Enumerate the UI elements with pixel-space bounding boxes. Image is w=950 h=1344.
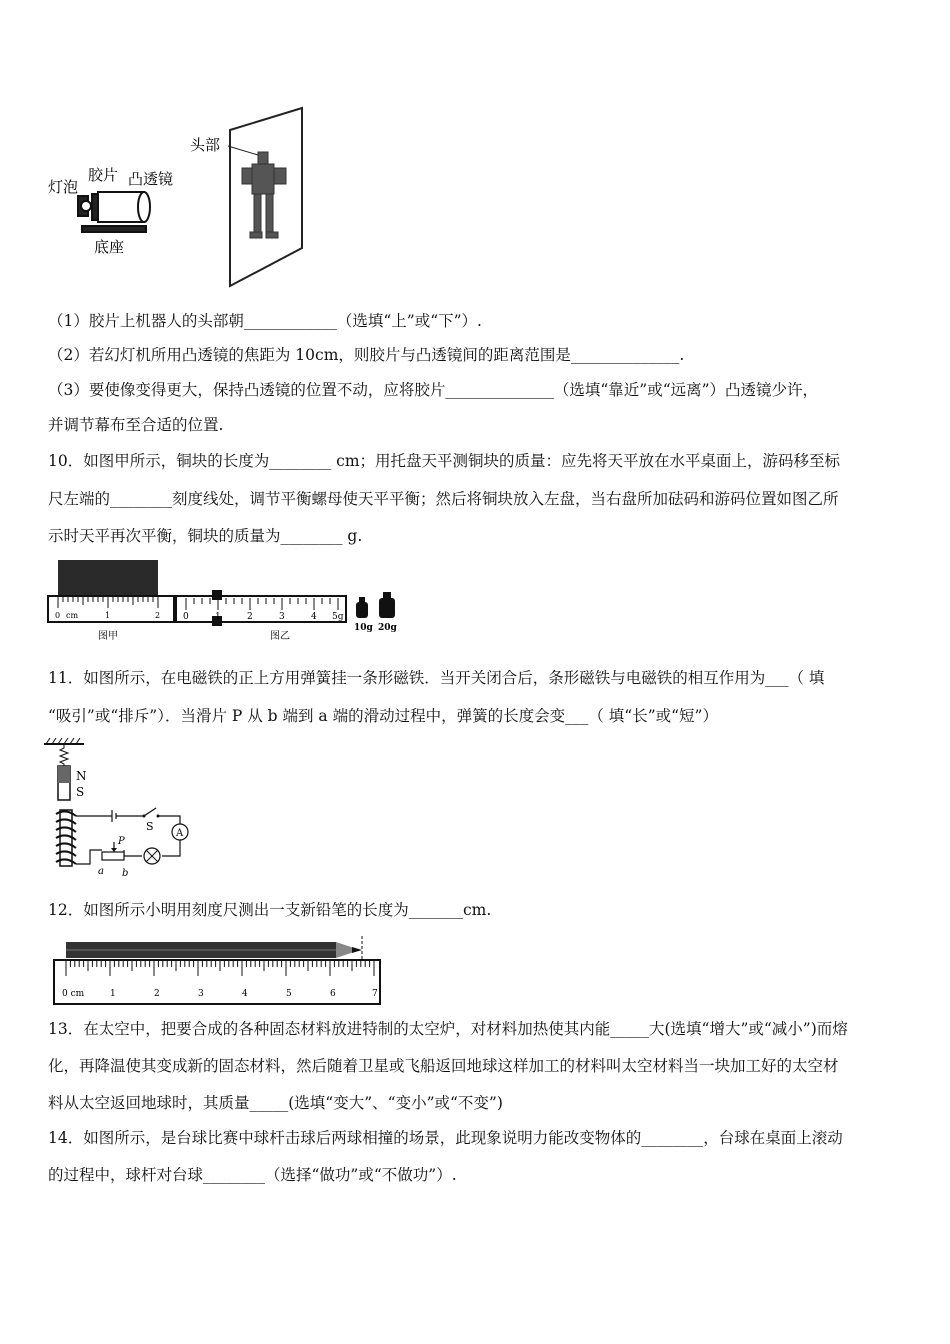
rider-top [212, 590, 222, 600]
ruler-a [48, 596, 174, 622]
spring [60, 744, 68, 766]
projector-body [78, 192, 150, 232]
q9-line-1: （1）胶片上机器人的头部朝____________（选填“上”或“下”）. [48, 312, 482, 330]
ruler-label-6: 6 [330, 989, 336, 999]
ruler-a-label-1: 1 [105, 611, 111, 620]
scale-label-1: 1 [215, 612, 221, 622]
ruler-label-4: 4 [242, 989, 248, 999]
rheostat [102, 852, 124, 860]
q10-line-3: 示时天平再次平衡，铜块的质量为________ g. [48, 527, 363, 545]
caption-a: 图甲 [98, 631, 118, 642]
pencil [66, 942, 362, 958]
ruler-a-label-2: 2 [155, 611, 161, 620]
q11-line-2: “吸引”或“排斥”）．当滑片 P 从 b 端到 a 端的滑动过程中，弹簧的长度会变___（ 填“长”或“短”） [48, 707, 718, 725]
scale-label-4: 4 [311, 612, 317, 622]
ruler-label-1: 1 [110, 989, 116, 999]
ruler-label-2: 2 [154, 989, 160, 999]
pencil-ruler-figure [50, 932, 390, 1008]
q11-line-1: 11．如图所示，在电磁铁的正上方用弹簧挂一条形磁铁．当开关闭合后，条形磁铁与电磁铁的相互作用为___（ 填 [48, 669, 825, 687]
q9-line-2: （2）若幻灯机所用凸透镜的焦距为 10cm，则胶片与凸透镜间的距离范围是______________. [48, 346, 685, 364]
copper-block [58, 560, 158, 596]
scale-label-5: 5g [332, 612, 344, 622]
weight-10g [356, 597, 368, 618]
label-lens: 凸透镜 [128, 170, 174, 188]
label-base: 底座 [94, 238, 125, 256]
weight-20g [379, 592, 395, 618]
weight-10g-label: 10g [354, 623, 373, 633]
q13-line-2: 化，再降温使其变成新的固态材料，然后随着卫星或飞船返回地球这样加工的材料叫太空材料当一块加工好的太空材 [48, 1057, 839, 1075]
q10-line-2: 尺左端的________刻度线处，调节平衡螺母使天平平衡；然后将铜块放入左盘，当右盘所加砝码和游码位置如图乙所 [48, 490, 839, 508]
projector-figure [40, 100, 320, 300]
ruler-label-3: 3 [198, 989, 204, 999]
ruler-label-0: 0 cm [62, 989, 85, 999]
q13-line-1: 13．在太空中，把要合成的各种固态材料放进特制的太空炉，对材料加热使其内能_____大(选填“增大”或“减小”)而熔 [48, 1020, 848, 1038]
label-n: N [76, 769, 87, 783]
label-film: 胶片 [88, 166, 119, 184]
label-bulb: 灯泡 [48, 178, 79, 196]
q14-line-2: 的过程中，球杆对台球________（选择“做功”或“不做功”）. [48, 1166, 457, 1184]
weight-20g-label: 20g [378, 623, 397, 633]
scale-label-3: 3 [279, 612, 285, 622]
label-p: P [118, 836, 125, 847]
scale-label-2: 2 [247, 612, 253, 622]
label-b: b [122, 868, 129, 879]
q12-line-1: 12．如图所示小明用刻度尺测出一支新铅笔的长度为_______cm. [48, 901, 492, 919]
q9-line-4: 并调节幕布至合适的位置. [48, 416, 224, 434]
label-switch: S [146, 820, 154, 833]
q9-line-3: （3）要使像变得更大，保持凸透镜的位置不动，应将胶片______________（选填“靠近”或“远离”）凸透镜少许， [48, 381, 819, 399]
caption-b: 图乙 [270, 631, 290, 642]
q10-line-1: 10．如图甲所示，铜块的长度为________ cm；用托盘天平测铜块的质量：应先将天平放在水平桌面上，游码移至标 [48, 452, 841, 470]
ruler-label-5: 5 [286, 989, 292, 999]
ruler-a-label-cm: cm [66, 611, 79, 620]
label-ammeter: A [176, 828, 184, 839]
q14-line-1: 14．如图所示，是台球比赛中球杆击球后两球相撞的场景，此现象说明力能改变物体的________，台球在桌面上滚动 [48, 1129, 843, 1147]
q13-line-3: 料从太空返回地球时，其质量_____(选填“变大”、“变小”或“不变”) [48, 1094, 503, 1112]
label-s: S [76, 785, 85, 799]
electromagnet-core [60, 810, 72, 866]
ruler-label-7: 7 [372, 989, 378, 999]
electromagnet-figure [40, 738, 200, 884]
scale-label-0: 0 [183, 612, 189, 622]
label-a: a [98, 866, 104, 877]
balance-scale [176, 590, 346, 626]
switch-blade [144, 808, 156, 816]
ruler-a-label-0: 0 [55, 611, 61, 620]
label-head: 头部 [190, 136, 221, 154]
q10-figure [44, 556, 414, 646]
